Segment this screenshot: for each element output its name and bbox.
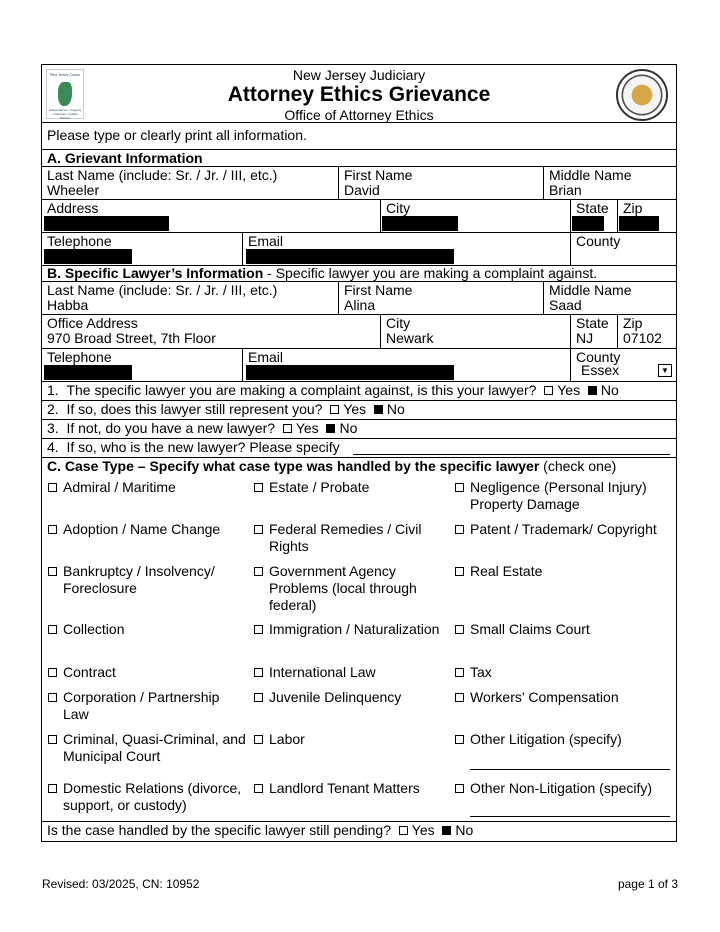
- lawyer-first-name-value: Alina: [344, 297, 376, 313]
- case-type-label: Domestic Relations (divorce, support, or custody): [63, 780, 242, 813]
- page-number: page 1 of 3: [617, 877, 678, 891]
- case-type-option[interactable]: [455, 521, 670, 538]
- email-redaction: [246, 249, 454, 264]
- q1-number: 1.: [47, 382, 59, 398]
- case-type-option[interactable]: [254, 521, 454, 555]
- instructions-row: [42, 123, 676, 150]
- question-2: [47, 402, 405, 417]
- section-c: [42, 458, 676, 822]
- section-c-title: C. Case Type – Specify what case type was handled by the specific lawyer: [47, 458, 540, 474]
- q1-yes-checkbox[interactable]: [544, 386, 553, 395]
- lawyer-county-field[interactable]: [570, 349, 676, 381]
- case-type-label: Workers’ Compensation: [470, 689, 619, 705]
- q2-no-label: No: [386, 401, 405, 417]
- case-type-checkbox[interactable]: [254, 483, 263, 492]
- lawyer-state-label: State: [576, 315, 609, 331]
- case-type-checkbox[interactable]: [48, 693, 57, 702]
- case-type-label: Patent / Trademark/ Copyright: [470, 521, 657, 537]
- grievant-email-field[interactable]: [242, 233, 570, 265]
- case-type-option[interactable]: [254, 689, 454, 706]
- section-c-title-line: [47, 459, 616, 474]
- county-dropdown-icon[interactable]: ▼: [658, 364, 672, 377]
- case-type-label: Real Estate: [470, 563, 543, 579]
- case-type-label: Negligence (Personal Injury) Property Damage: [470, 479, 647, 512]
- case-type-checkbox[interactable]: [48, 567, 57, 576]
- case-type-label: Corporation / Partnership Law: [63, 689, 220, 722]
- q1-text: The specific lawyer you are making a complaint against, is this your lawyer?: [66, 382, 537, 398]
- address-label: Address: [47, 200, 99, 216]
- section-a-heading: [42, 150, 676, 167]
- lawyer-name-row: [42, 282, 676, 315]
- lawyer-first-name-field[interactable]: [338, 282, 543, 314]
- case-type-option[interactable]: [455, 731, 670, 748]
- pending-question: [47, 823, 473, 838]
- q3-yes-label: Yes: [295, 420, 319, 436]
- case-type-label: Other Non-Litigation (specify): [470, 780, 653, 796]
- office-address-label: Office Address: [47, 315, 138, 331]
- grievant-address-row: [42, 200, 676, 233]
- case-type-label: Landlord Tenant Matters: [269, 780, 420, 796]
- case-type-option[interactable]: [455, 664, 670, 681]
- nj-state-seal-icon: [616, 69, 668, 121]
- case-type-checkbox[interactable]: [48, 483, 57, 492]
- case-type-checkbox[interactable]: [455, 668, 464, 677]
- case-type-checkbox[interactable]: [455, 567, 464, 576]
- case-type-label: Estate / Probate: [269, 479, 370, 495]
- q3-no-checkbox[interactable]: [326, 424, 335, 433]
- grievant-city-field[interactable]: [380, 200, 570, 232]
- office-address-value: 970 Broad Street, 7th Floor: [47, 330, 216, 346]
- grievant-telephone-field[interactable]: [42, 233, 242, 265]
- form-header: [42, 65, 676, 123]
- case-type-option[interactable]: [455, 621, 670, 638]
- section-b-title-line: [47, 266, 597, 281]
- case-type-option[interactable]: [254, 780, 454, 797]
- case-type-checkbox[interactable]: [254, 784, 263, 793]
- question-3: [47, 421, 357, 436]
- case-type-checkbox[interactable]: [48, 525, 57, 534]
- lawyer-zip-label: Zip: [623, 315, 643, 331]
- lawyer-zip-field[interactable]: [617, 315, 676, 348]
- lawyer-telephone-field[interactable]: [42, 349, 242, 381]
- grievance-form: [41, 64, 677, 842]
- lawyer-last-name-value: Habba: [47, 297, 89, 313]
- case-type-checkbox[interactable]: [455, 625, 464, 634]
- lawyer-contact-row: [42, 349, 676, 382]
- q2-yes-checkbox[interactable]: [330, 405, 339, 414]
- pending-yes-checkbox[interactable]: [399, 826, 408, 835]
- case-type-label: Labor: [269, 731, 305, 747]
- case-type-label: International Law: [269, 664, 376, 680]
- grievant-last-name-field[interactable]: [42, 167, 338, 199]
- lawyer-city-label: City: [386, 315, 411, 331]
- q2-number: 2.: [47, 401, 59, 417]
- case-type-option[interactable]: [48, 689, 248, 723]
- case-type-checkbox[interactable]: [254, 567, 263, 576]
- lawyer-last-name-label: Last Name (include: Sr. / Jr. / III, etc.): [47, 282, 278, 298]
- pending-no-label: No: [455, 822, 474, 838]
- case-type-checkbox[interactable]: [254, 525, 263, 534]
- q1-no-label: No: [600, 382, 619, 398]
- case-type-label: Adoption / Name Change: [63, 521, 221, 537]
- lawyer-last-name-field[interactable]: [42, 282, 338, 314]
- case-type-label: Collection: [63, 621, 125, 637]
- q1-no-checkbox[interactable]: [588, 386, 597, 395]
- county-label: County: [576, 233, 621, 249]
- case-type-checkbox[interactable]: [455, 735, 464, 744]
- case-type-option[interactable]: [455, 479, 670, 513]
- grievant-name-row: [42, 167, 676, 200]
- question-4-row: [42, 439, 676, 458]
- other-non-litigation-specify-line[interactable]: [470, 816, 670, 817]
- lawyer-middle-name-value: Saad: [549, 297, 582, 313]
- lawyer-city-value: Newark: [386, 330, 434, 346]
- question-2-row: [42, 401, 676, 420]
- case-type-checkbox[interactable]: [455, 693, 464, 702]
- case-type-checkbox[interactable]: [455, 784, 464, 793]
- logo-text: New Jersey Courts: [49, 72, 81, 77]
- case-type-checkbox[interactable]: [48, 625, 57, 634]
- case-type-checkbox[interactable]: [254, 735, 263, 744]
- lawyer-county-value: Essex: [581, 362, 620, 378]
- case-type-label: Immigration / Naturalization: [269, 621, 440, 637]
- form-title: Attorney Ethics Grievance: [227, 83, 491, 106]
- case-type-option[interactable]: [48, 664, 248, 681]
- case-type-checkbox[interactable]: [254, 668, 263, 677]
- telephone-redaction: [44, 249, 132, 264]
- grievant-address-field[interactable]: [42, 200, 380, 232]
- case-type-option[interactable]: [48, 563, 248, 597]
- q2-text: If so, does this lawyer still represent you?: [66, 401, 323, 417]
- state-redaction: [572, 216, 604, 231]
- lawyer-state-field[interactable]: [570, 315, 617, 348]
- case-type-option[interactable]: [455, 780, 670, 797]
- last-name-label: Last Name (include: Sr. / Jr. / III, etc.): [47, 167, 278, 183]
- section-c-note: (check one): [539, 458, 617, 474]
- case-type-label: Federal Remedies / Civil Rights: [269, 521, 422, 554]
- question-3-row: [42, 420, 676, 439]
- pending-row: [42, 822, 676, 841]
- case-type-checkbox[interactable]: [254, 625, 263, 634]
- case-type-label: Juvenile Delinquency: [269, 689, 402, 705]
- section-a-title: A. Grievant Information: [47, 150, 203, 166]
- lawyer-county-label: County: [576, 349, 621, 365]
- q4-number: 4.: [47, 439, 59, 455]
- q3-text: If not, do you have a new lawyer?: [66, 420, 276, 436]
- case-type-label: Other Litigation (specify): [470, 731, 622, 747]
- q3-yes-checkbox[interactable]: [283, 424, 292, 433]
- lawyer-address-row: [42, 315, 676, 349]
- office-name: Office of Attorney Ethics: [284, 107, 434, 123]
- q4-text: If so, who is the new lawyer? Please specify: [66, 439, 340, 455]
- case-type-label: Contract: [63, 664, 116, 680]
- case-type-option[interactable]: [48, 731, 248, 765]
- first-name-value: David: [344, 182, 380, 198]
- case-type-label: Tax: [470, 664, 492, 680]
- case-type-option[interactable]: [254, 479, 454, 496]
- question-4: [47, 440, 340, 455]
- case-type-option[interactable]: [254, 731, 454, 748]
- lawyer-telephone-redaction: [44, 365, 132, 380]
- case-type-option[interactable]: [48, 521, 248, 538]
- middle-name-value: Brian: [549, 182, 582, 198]
- case-type-option[interactable]: [455, 689, 670, 706]
- other-litigation-specify-line[interactable]: [470, 769, 670, 770]
- case-type-label: Government Agency Problems (local through federal): [269, 563, 417, 613]
- section-b-title: B. Specific Lawyer’s Information: [47, 265, 264, 281]
- grievant-first-name-field[interactable]: [338, 167, 543, 199]
- lawyer-state-value: NJ: [576, 330, 594, 346]
- address-redaction: [44, 216, 169, 231]
- q3-number: 3.: [47, 420, 59, 436]
- revision-info: Revised: 03/2025, CN: 10952: [42, 877, 200, 891]
- logo-tagline: Independence • Integrity • Fairness • Quality Service: [48, 108, 82, 120]
- lawyer-email-redaction: [246, 365, 454, 380]
- question-1: [47, 383, 619, 398]
- grievant-middle-name-field[interactable]: [543, 167, 676, 199]
- lawyer-email-label: Email: [248, 349, 284, 365]
- state-label: State: [576, 200, 609, 216]
- lawyer-office-address-field[interactable]: [42, 315, 380, 348]
- case-type-label: Criminal, Quasi-Criminal, and Municipal Court: [63, 731, 246, 764]
- grievant-zip-field[interactable]: [617, 200, 676, 232]
- q3-no-label: No: [339, 420, 358, 436]
- case-type-checkbox[interactable]: [48, 784, 57, 793]
- section-b-heading: [42, 266, 676, 282]
- case-type-checkbox[interactable]: [254, 693, 263, 702]
- lawyer-first-name-label: First Name: [344, 282, 413, 298]
- case-type-option[interactable]: [48, 621, 248, 638]
- telephone-label: Telephone: [47, 233, 112, 249]
- city-redaction: [382, 216, 458, 231]
- case-type-label: Admiral / Maritime: [63, 479, 176, 495]
- zip-redaction: [619, 216, 659, 231]
- lawyer-middle-name-label: Middle Name: [549, 282, 632, 298]
- q2-no-checkbox[interactable]: [374, 405, 383, 414]
- grievant-contact-row: [42, 233, 676, 266]
- case-type-option[interactable]: [254, 621, 454, 638]
- section-b-note: - Specific lawyer you are making a complaint against.: [263, 265, 598, 281]
- case-type-option[interactable]: [48, 479, 248, 496]
- case-type-checkbox[interactable]: [455, 483, 464, 492]
- case-type-option[interactable]: [48, 780, 248, 814]
- case-type-label: Bankruptcy / Insolvency/ Foreclosure: [63, 563, 215, 596]
- instructions: Please type or clearly print all information.: [47, 127, 307, 143]
- q2-yes-label: Yes: [343, 401, 367, 417]
- case-type-option[interactable]: [254, 664, 454, 681]
- lawyer-zip-value: 07102: [623, 330, 662, 346]
- pending-no-checkbox[interactable]: [442, 826, 451, 835]
- lawyer-telephone-label: Telephone: [47, 349, 112, 365]
- q1-yes-label: Yes: [557, 382, 581, 398]
- lawyer-middle-name-field[interactable]: [543, 282, 676, 314]
- case-type-option[interactable]: [254, 563, 454, 614]
- middle-name-label: Middle Name: [549, 167, 632, 183]
- zip-label: Zip: [623, 200, 643, 216]
- pending-text: Is the case handled by the specific lawyer still pending?: [47, 822, 391, 838]
- grievant-state-field[interactable]: [570, 200, 617, 232]
- case-type-label: Small Claims Court: [470, 621, 590, 637]
- new-lawyer-input[interactable]: [353, 454, 670, 455]
- case-type-option[interactable]: [455, 563, 670, 580]
- lawyer-city-field[interactable]: [380, 315, 570, 348]
- grievant-county-field[interactable]: [570, 233, 676, 265]
- question-1-row: [42, 382, 676, 401]
- pending-yes-label: Yes: [411, 822, 435, 838]
- last-name-value: Wheeler: [47, 182, 100, 198]
- org-name: New Jersey Judiciary: [292, 67, 426, 83]
- case-type-checkbox[interactable]: [455, 525, 464, 534]
- email-label: Email: [248, 233, 284, 249]
- lawyer-email-field[interactable]: [242, 349, 570, 381]
- first-name-label: First Name: [344, 167, 413, 183]
- city-label: City: [386, 200, 411, 216]
- case-type-checkbox[interactable]: [48, 735, 57, 744]
- case-type-checkbox[interactable]: [48, 668, 57, 677]
